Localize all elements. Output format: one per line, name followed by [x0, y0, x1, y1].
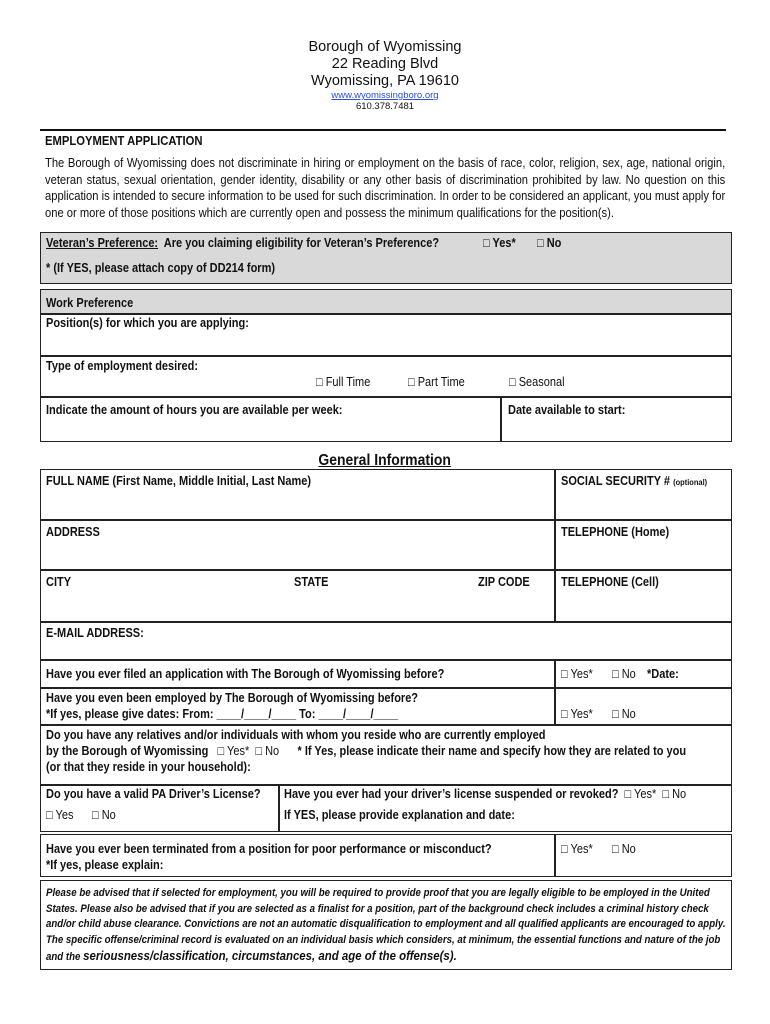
telephone-cell-label: TELEPHONE (Cell): [561, 575, 659, 589]
work-preference-header: [40, 289, 732, 315]
employment-type-label: Type of employment desired:: [46, 359, 198, 373]
drivers-license-yes-checkbox[interactable]: □ Yes: [46, 808, 74, 822]
address-label: ADDRESS: [46, 525, 100, 539]
legal-notice: [46, 886, 734, 966]
positions-label: Position(s) for which you are applying:: [46, 316, 249, 330]
org-address-line1: 22 Reading Blvd: [331, 56, 439, 72]
org-address-line2: Wyomissing, PA 19610: [311, 73, 459, 89]
address-field[interactable]: [40, 519, 556, 571]
letterhead: [0, 39, 770, 112]
seasonal-checkbox[interactable]: □ Seasonal: [509, 375, 565, 389]
hours-available-label: Indicate the amount of hours you are available per week:: [46, 403, 343, 417]
ssn-optional-note: (optional): [673, 477, 708, 487]
start-date-label: Date available to start:: [508, 403, 626, 417]
legal-notice-tail: seriousness/classification, circumstances, and age of the offense(s).: [83, 948, 457, 963]
terminated-yes-checkbox[interactable]: □ Yes*: [561, 842, 593, 856]
non-discrimination-statement: The Borough of Wyomissing does not discriminate in hiring or employment on the basis of race, color, religion, sex, age, national origin, veteran status, sexual orientation, gender identity, disability or any other basis of discrimination prohibited by law. No question on this application is intended to secure information to be used for such discrimination. In order to be considered an applicant, you must apply for one or more of those positions which are currently open and possess the minimum qualifications for the position(s).: [45, 156, 726, 220]
relatives-question-line3: (or that they reside in your household):: [46, 760, 251, 774]
relatives-no-checkbox[interactable]: □ No: [255, 744, 280, 758]
email-field[interactable]: [40, 621, 732, 661]
veteran-preference-question: [46, 236, 439, 250]
general-information-heading: General Information: [318, 452, 452, 469]
drivers-license-no-checkbox[interactable]: □ No: [92, 808, 116, 822]
org-website-link[interactable]: www.wyomissingboro.org: [331, 90, 439, 101]
filed-before-date-label: *Date:: [647, 667, 679, 681]
relatives-question-line2: by the Borough of Wyomissing □ Yes* □ No * If Yes, please indicate their name and specify how they are related to you: [46, 744, 687, 758]
email-label: E-MAIL ADDRESS:: [46, 626, 144, 640]
drivers-license-question: Do you have a valid PA Driver’s License?: [46, 787, 261, 801]
employed-before-yes-checkbox[interactable]: □ Yes*: [561, 707, 593, 721]
zip-code-label: ZIP CODE: [478, 575, 530, 589]
employed-before-no-checkbox[interactable]: □ No: [612, 707, 636, 721]
veteran-yes-checkbox[interactable]: □ Yes*: [483, 236, 516, 250]
veteran-question-text: Are you claiming eligibility for Veteran’s Preference?: [163, 236, 440, 250]
form-title: EMPLOYMENT APPLICATION: [45, 134, 203, 148]
full-time-checkbox[interactable]: □ Full Time: [316, 375, 371, 389]
part-time-checkbox[interactable]: □ Part Time: [408, 375, 465, 389]
employed-before-question: Have you even been employed by The Borough of Wyomissing before?: [46, 691, 419, 705]
state-label: STATE: [294, 575, 329, 589]
relatives-yes-checkbox[interactable]: □ Yes*: [217, 744, 250, 758]
filed-before-question: Have you ever filed an application with The Borough of Wyomissing before?: [46, 667, 445, 681]
terminated-question: Have you ever been terminated from a position for poor performance or misconduct?: [46, 842, 492, 856]
legal-notice-text: Please be advised that if selected for employment, you will be required to provide proof that you are legally eligible to be employed in the United States. Please also be advised that if you are selected as a finalist for a position, part of the background check includes a criminal history check and/or child abuse clearance. Convictions are not an automatic disqualification to employment and all qualified applicants are encouraged to apply. The specific offense/criminal record is evaluated on an individual basis which considers, at minimum, the essential functions and nature of the job and the: [46, 887, 726, 963]
filed-before-no-checkbox[interactable]: □ No: [612, 667, 636, 681]
license-suspended-question: Have you ever had your driver’s license suspended or revoked? □ Yes* □ No: [284, 787, 687, 801]
work-preference-heading: Work Preference: [46, 296, 134, 310]
telephone-home-label: TELEPHONE (Home): [561, 525, 670, 539]
license-suspended-no-checkbox[interactable]: □ No: [662, 787, 687, 801]
employed-before-dates[interactable]: *If yes, please give dates: From: ____/____/____ To: ____/____/____: [46, 707, 399, 721]
license-suspended-explanation-label: If YES, please provide explanation and date:: [284, 808, 515, 822]
filed-before-yes-checkbox[interactable]: □ Yes*: [561, 667, 593, 681]
terminated-explain-label: *If yes, please explain:: [46, 858, 164, 872]
city-label: CITY: [46, 575, 72, 589]
relatives-question-line1: Do you have any relatives and/or individuals with whom you reside who are currently employed: [46, 728, 546, 742]
header-divider: [40, 129, 726, 131]
full-name-label: FULL NAME (First Name, Middle Initial, Last Name): [46, 474, 312, 488]
ssn-label: SOCIAL SECURITY # (optional): [561, 474, 708, 488]
veteran-note: * (If YES, please attach copy of DD214 form): [46, 261, 276, 275]
terminated-no-checkbox[interactable]: □ No: [612, 842, 636, 856]
org-phone: 610.378.7481: [355, 101, 415, 112]
veteran-heading: Veteran’s Preference:: [46, 236, 159, 250]
veteran-no-checkbox[interactable]: □ No: [537, 236, 562, 250]
license-suspended-yes-checkbox[interactable]: □ Yes*: [624, 787, 657, 801]
org-name: Borough of Wyomissing: [308, 39, 462, 55]
